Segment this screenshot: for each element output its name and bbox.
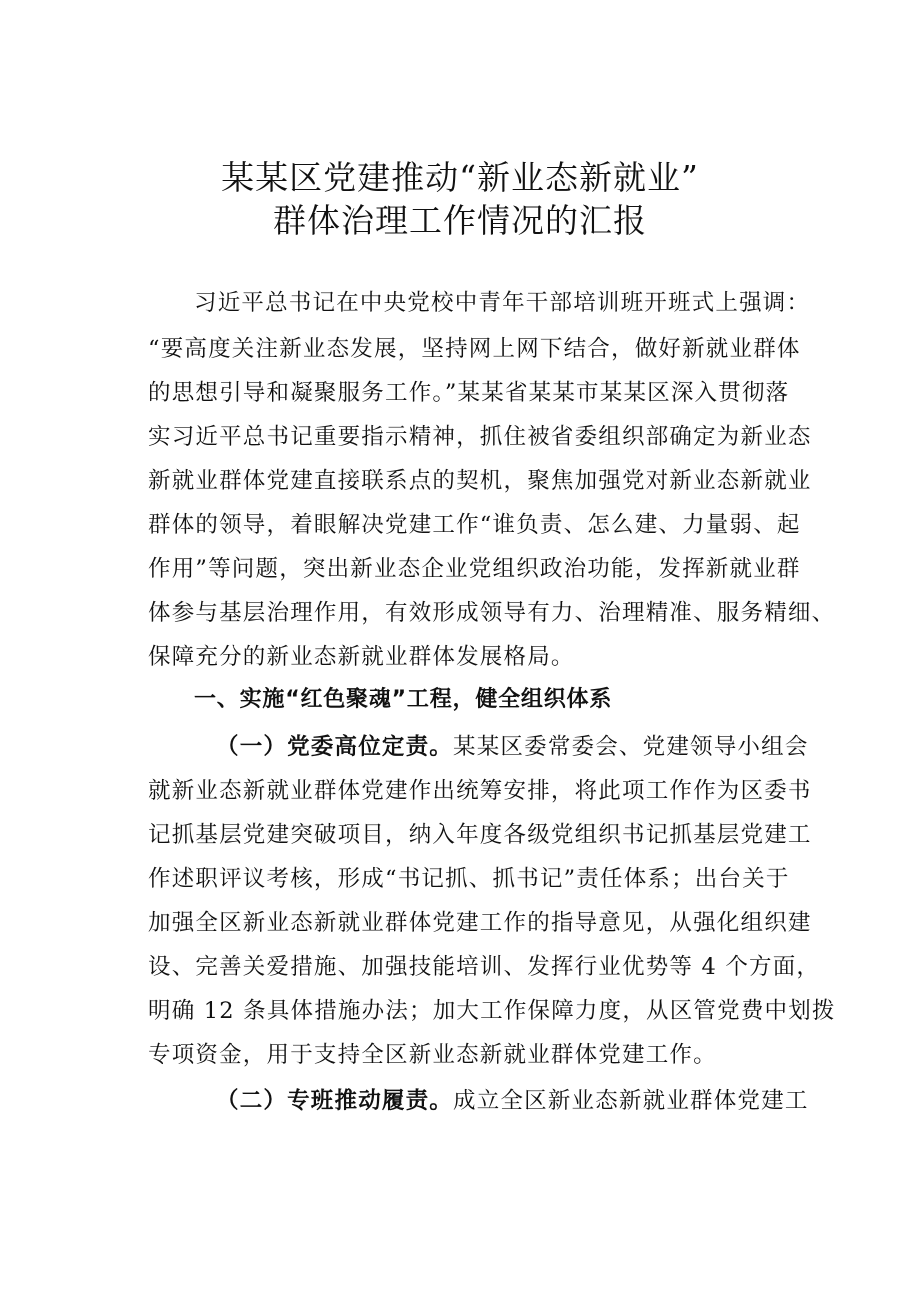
intro-line: 实习近平总书记重要指示精神，抓住被省委组织部确定为新业态 (148, 424, 812, 450)
intro-line: 的思想引导和凝聚服务工作。”某某省某某市某某区深入贯彻落 (148, 380, 790, 406)
document-title-line-2: 群体治理工作情况的汇报 (273, 201, 647, 240)
intro-line: 新就业群体党建直接联系点的契机，聚焦加强党对新业态新就业 (148, 468, 812, 494)
subsection-2-text: 成立全区新业态新就业群体党建工 (453, 1088, 809, 1114)
intro-line: 作用”等问题，突出新业态企业党组织政治功能，发挥新就业群 (148, 556, 801, 582)
intro-line: 群体的领导，着眼解决党建工作“谁负责、怎么建、力量弱、起 (148, 512, 801, 538)
intro-line: 保障充分的新业态新就业群体发展格局。 (148, 644, 575, 670)
section-1-heading: 一、实施“红色聚魂”工程，健全组织体系 (194, 687, 613, 712)
subsection-1-line: 就新业态新就业群体党建作出统筹安排，将此项工作作为区委书 (148, 778, 812, 804)
intro-line: 体参与基层治理作用，有效形成领导有力、治理精准、服务精细、 (148, 600, 836, 626)
subsection-1-first-line (216, 732, 896, 762)
subsection-2-first-line (216, 1086, 896, 1116)
subsection-2-label: （二）专班推动履责。 (216, 1088, 454, 1114)
subsection-1-line: 记抓基层党建突破项目，纳入年度各级党组织书记抓基层党建工 (148, 822, 812, 848)
intro-line: 习近平总书记在中央党校中青年干部培训班开班式上强调： (194, 290, 811, 316)
subsection-1-line: 加强全区新业态新就业群体党建工作的指导意见，从强化组织建 (148, 910, 812, 936)
subsection-1-line: 设、完善关爱措施、加强技能培训、发挥行业优势等 4 个方面， (148, 954, 821, 980)
subsection-1-text: 某某区委常委会、党建领导小组会 (453, 734, 809, 760)
subsection-1-line: 作述职评议考核，形成“书记抓、抓书记”责任体系；出台关于 (148, 866, 790, 892)
intro-line: “要高度关注新业态发展，坚持网上网下结合，做好新就业群体 (148, 336, 801, 362)
document-title-line-1: 某某区党建推动“新业态新就业” (221, 158, 699, 197)
subsection-1-line: 明确 12 条具体措施办法；加大工作保障力度，从区管党费中划拨 (148, 998, 836, 1024)
subsection-1-line: 专项资金，用于支持全区新业态新就业群体党建工作。 (148, 1042, 717, 1068)
subsection-1-label: （一）党委高位定责。 (216, 734, 454, 760)
